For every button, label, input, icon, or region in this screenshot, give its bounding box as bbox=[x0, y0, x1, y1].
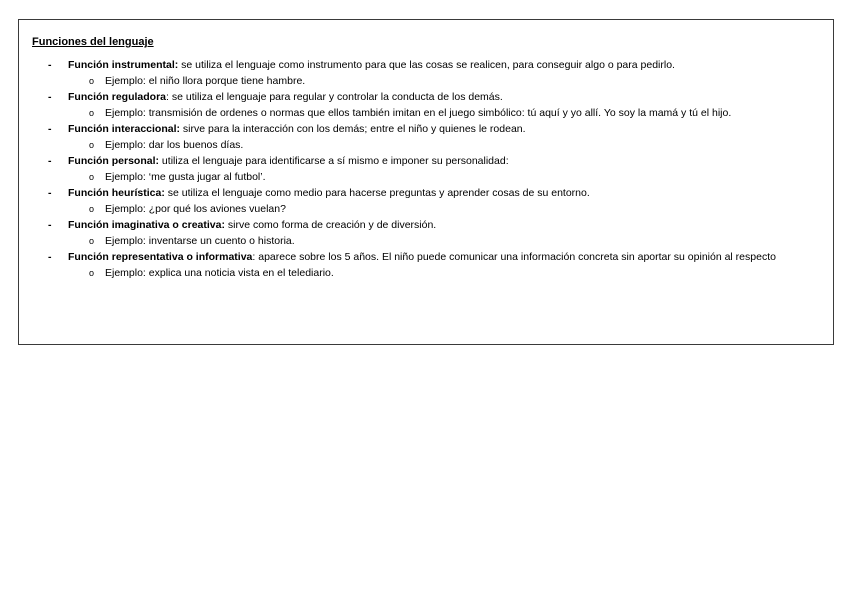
bullet-marker: o bbox=[89, 236, 95, 246]
function-term: Función representativa o informativa bbox=[68, 251, 253, 263]
examples-list bbox=[68, 233, 821, 249]
function-description: : aparece sobre los 5 años. El niño puede comunicar una información concreta sin aportar su opinión al respecto bbox=[252, 251, 776, 263]
function-description: utiliza el lenguaje para identificarse a sí mismo e imponer su personalidad: bbox=[159, 155, 509, 167]
example-text: Ejemplo: ¿por qué los aviones vuelan? bbox=[105, 203, 286, 215]
bullet-marker: o bbox=[89, 268, 95, 278]
examples-list bbox=[68, 169, 821, 185]
function-item-reguladora bbox=[19, 89, 835, 121]
example-item bbox=[68, 73, 821, 89]
example-text: Ejemplo: inventarse un cuento o historia. bbox=[105, 235, 295, 247]
function-term: Función interaccional: bbox=[68, 123, 181, 135]
examples-list bbox=[68, 265, 821, 281]
function-item-personal bbox=[19, 153, 835, 185]
function-description: se utiliza el lenguaje como instrumento para que las cosas se realicen, para conseguir algo o para pedirlo. bbox=[178, 59, 675, 71]
examples-list bbox=[68, 105, 821, 121]
function-term: Función instrumental: bbox=[68, 59, 179, 71]
example-text: Ejemplo: explica una noticia vista en el telediario. bbox=[105, 267, 334, 279]
example-item bbox=[68, 265, 821, 281]
example-text: Ejemplo: ‘me gusta jugar al futbol’. bbox=[105, 171, 266, 183]
function-item-representativa bbox=[19, 249, 835, 281]
function-item-imaginativa bbox=[19, 217, 835, 249]
example-text: Ejemplo: transmisión de ordenes o normas que ellos también imitan en el juego simbólico: tú aquí y yo allí. Yo soy la mamá y tú el hijo. bbox=[105, 107, 732, 119]
bullet-marker: o bbox=[89, 172, 95, 182]
bullet-marker: o bbox=[89, 140, 95, 150]
example-text: Ejemplo: el niño llora porque tiene hambre. bbox=[105, 75, 306, 87]
example-item bbox=[68, 137, 821, 153]
function-term: Función heurística: bbox=[68, 187, 165, 199]
example-item bbox=[68, 105, 821, 121]
function-item-heuristica bbox=[19, 185, 835, 217]
function-term: Función imaginativa o creativa: bbox=[68, 219, 225, 231]
dash-marker: - bbox=[48, 59, 52, 71]
examples-list bbox=[68, 137, 821, 153]
examples-list bbox=[68, 201, 821, 217]
function-item-interaccional bbox=[19, 121, 835, 153]
examples-list bbox=[68, 73, 821, 89]
function-description: sirve para la interacción con los demás; entre el niño y quienes le rodean. bbox=[180, 123, 526, 135]
function-description: sirve como forma de creación y de diversión. bbox=[224, 219, 437, 231]
dash-marker: - bbox=[48, 219, 52, 231]
functions-box bbox=[18, 19, 834, 345]
function-term: Función reguladora bbox=[68, 91, 167, 103]
bullet-marker: o bbox=[89, 204, 95, 214]
function-item-instrumental bbox=[19, 57, 835, 89]
example-item bbox=[68, 169, 821, 185]
bullet-marker: o bbox=[89, 76, 95, 86]
example-text: Ejemplo: dar los buenos días. bbox=[105, 139, 244, 151]
dash-marker: - bbox=[48, 91, 52, 103]
dash-marker: - bbox=[48, 123, 52, 135]
example-item bbox=[68, 201, 821, 217]
dash-marker: - bbox=[48, 155, 52, 167]
function-term: Función personal: bbox=[68, 155, 160, 167]
function-description: se utiliza el lenguaje como medio para hacerse preguntas y aprender cosas de su entorno. bbox=[164, 187, 590, 199]
functions-list bbox=[19, 57, 835, 281]
section-heading: Funciones del lenguaje bbox=[32, 36, 154, 48]
example-item bbox=[68, 233, 821, 249]
dash-marker: - bbox=[48, 251, 52, 263]
bullet-marker: o bbox=[89, 108, 95, 118]
dash-marker: - bbox=[48, 187, 52, 199]
function-description: : se utiliza el lenguaje para regular y controlar la conducta de los demás. bbox=[166, 91, 503, 103]
